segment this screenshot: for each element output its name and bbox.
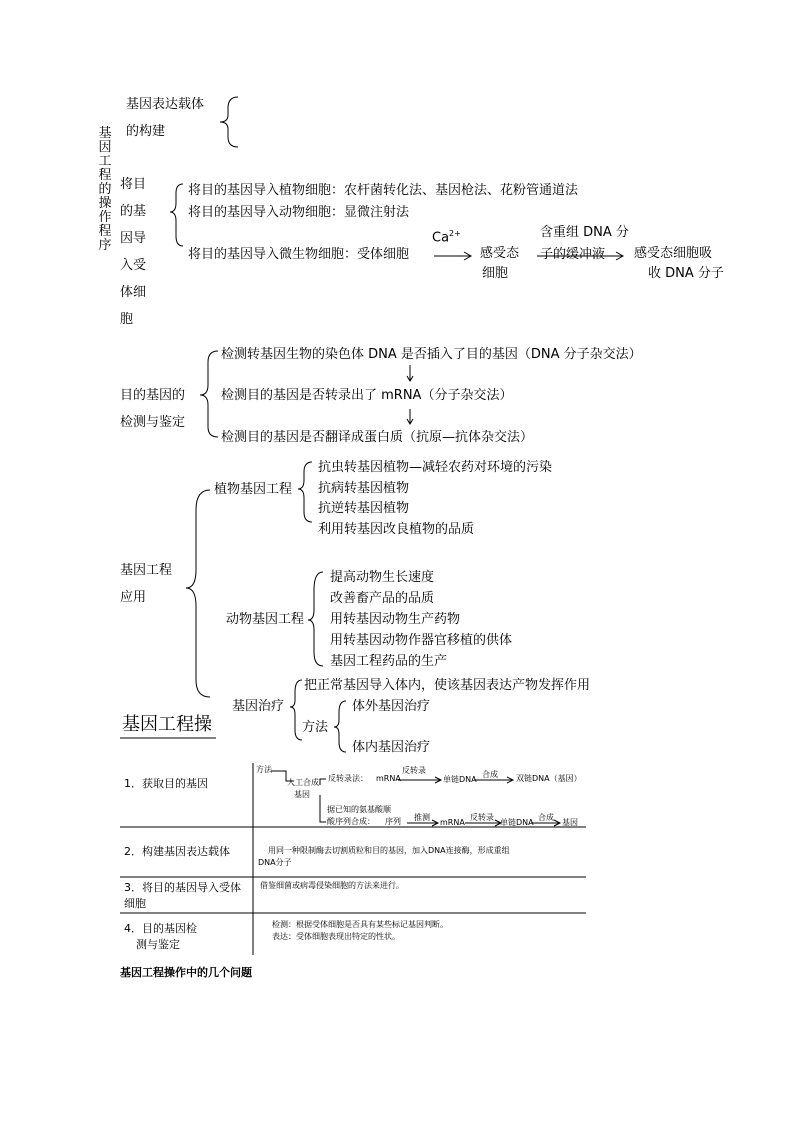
import-label-1: 将目 bbox=[120, 177, 147, 192]
row1-synth-arrow: 合成 bbox=[482, 770, 498, 779]
table-step-1: 1．获取目的基因 bbox=[124, 777, 208, 790]
import-microbe: 将目的基因导入微生物细胞：受体细胞 bbox=[188, 247, 410, 262]
calcium-label: $Ca^{2+}$ bbox=[432, 229, 461, 246]
row1-single-strand: 单链DNA bbox=[443, 775, 477, 784]
table-step-4-line2: 测与鉴定 bbox=[136, 938, 180, 951]
brace-animal bbox=[308, 572, 323, 666]
brace-vector bbox=[220, 97, 238, 147]
competent-cell-1: 感受态 bbox=[480, 246, 520, 261]
row1-double-strand: 双链DNA（基因） bbox=[516, 774, 582, 783]
detection-item-1: 检测转基因生物的染色体 DNA 是否插入了目的基因（DNA 分子杂交法） bbox=[221, 347, 642, 362]
row1-reverse-arrow2: 反转录 bbox=[470, 813, 494, 822]
competent-cell-2: 细胞 bbox=[482, 266, 509, 281]
table-step-3-line1: 3．将目的基因导入受体 bbox=[124, 881, 241, 894]
table-content-4-line1: 检测：根据受体细胞是否具有某些标记基因判断。 bbox=[272, 920, 448, 929]
section-title-vertical: 基因工程的操作程序 bbox=[98, 126, 112, 253]
vector-label-line1: 基因表达载体 bbox=[126, 97, 205, 112]
import-animal: 将目的基因导入动物细胞：显微注射法 bbox=[188, 205, 410, 220]
row1-mrna2: mRNA bbox=[440, 818, 465, 827]
row1-single-strand2: 单链DNA bbox=[500, 818, 534, 827]
animal-label: 动物基因工程 bbox=[226, 612, 305, 627]
detection-label-2: 检测与鉴定 bbox=[120, 415, 186, 430]
import-label-4: 入受 bbox=[120, 258, 147, 273]
vector-label-line2: 的构建 bbox=[126, 124, 166, 139]
row1-gene: 基因 bbox=[562, 818, 578, 827]
therapy-definition: 把正常基因导入体内，使该基因表达产物发挥作用 bbox=[304, 678, 591, 693]
row1-aa-1: 据已知的氨基酸顺 bbox=[327, 805, 391, 814]
detection-label-1: 目的基因的 bbox=[120, 388, 186, 403]
buffer-1: 含重组 DNA 分 bbox=[540, 225, 629, 240]
import-label-3: 因导 bbox=[120, 231, 147, 246]
import-label-2: 的基 bbox=[120, 204, 147, 219]
animal-item-4: 用转基因动物作器官移植的供体 bbox=[330, 633, 513, 648]
row1-method: 方法 bbox=[256, 765, 272, 774]
brace-detection bbox=[200, 351, 218, 437]
import-label-6: 胞 bbox=[120, 312, 134, 327]
therapy-label: 基因治疗 bbox=[232, 699, 285, 714]
row1-artificial-1: 人工合成 bbox=[287, 778, 319, 787]
section-heading: 基因工程操 bbox=[122, 714, 212, 735]
method-item-2: 体内基因治疗 bbox=[352, 740, 431, 755]
plant-item-1: 抗虫转基因植物—减轻农药对环境的污染 bbox=[318, 460, 553, 475]
table-content-2-line1: 用同一种限制酶去切割质粒和目的基因，加入DNA连接酶，形成重组 bbox=[268, 846, 510, 855]
table-step-4-line1: 4．目的基因检 bbox=[124, 922, 197, 935]
table-content-2-line2: DNA分子 bbox=[258, 858, 292, 867]
method-item-1: 体外基因治疗 bbox=[352, 699, 431, 714]
import-label-5: 体细 bbox=[120, 285, 147, 300]
detection-item-3: 检测目的基因是否翻译成蛋白质（抗原—抗体杂交法） bbox=[221, 430, 534, 445]
brace-plant bbox=[298, 462, 312, 522]
brace-application bbox=[186, 490, 210, 697]
application-label-1: 基因工程 bbox=[120, 563, 173, 578]
table-step-2: 2．构建基因表达载体 bbox=[124, 845, 230, 858]
import-plant: 将目的基因导入植物细胞：农杆菌转化法、基因枪法、花粉管通道法 bbox=[188, 183, 579, 198]
animal-item-5: 基因工程药品的生产 bbox=[330, 654, 448, 669]
buffer-2: 子的缓冲液 bbox=[540, 247, 606, 262]
row1-artificial-2: 基因 bbox=[294, 790, 310, 799]
plant-item-4: 利用转基因改良植物的品质 bbox=[318, 522, 475, 537]
footer-heading: 基因工程操作中的几个问题 bbox=[120, 966, 252, 979]
animal-item-1: 提高动物生长速度 bbox=[330, 570, 435, 585]
row1-reverse-label: 反转录法： bbox=[328, 774, 368, 783]
row1-synth-arrow2: 合成 bbox=[538, 813, 554, 822]
row1-sequence: 序列 bbox=[385, 817, 401, 826]
table-content-3: 借鉴细菌或病毒侵染细胞的方法来进行。 bbox=[260, 881, 404, 890]
method-label: 方法 bbox=[302, 720, 329, 735]
row1-reverse-arrow: 反转录 bbox=[402, 766, 426, 775]
application-label-2: 应用 bbox=[120, 590, 147, 605]
absorb-1: 感受态细胞吸 bbox=[634, 246, 713, 261]
row1-mrna: mRNA bbox=[376, 774, 401, 783]
row1-aa-2: 酸序列合成： bbox=[327, 817, 375, 826]
plant-item-3: 抗逆转基因植物 bbox=[318, 501, 410, 516]
absorb-2: 收 DNA 分子 bbox=[648, 266, 724, 281]
plant-label: 植物基因工程 bbox=[214, 482, 293, 497]
table-step-3-line2: 细胞 bbox=[124, 897, 146, 910]
table-content-4-line2: 表达：受体细胞表现出特定的性状。 bbox=[272, 932, 400, 941]
brace-import bbox=[170, 184, 183, 246]
detection-item-2: 检测目的基因是否转录出了 mRNA（分子杂交法） bbox=[221, 388, 513, 403]
plant-item-2: 抗病转基因植物 bbox=[318, 481, 410, 496]
row1-infer-arrow: 推测 bbox=[414, 813, 430, 822]
brace-method bbox=[334, 701, 346, 752]
animal-item-3: 用转基因动物生产药物 bbox=[330, 612, 461, 627]
animal-item-2: 改善畜产品的品质 bbox=[330, 591, 435, 606]
brace-therapy bbox=[290, 680, 302, 740]
